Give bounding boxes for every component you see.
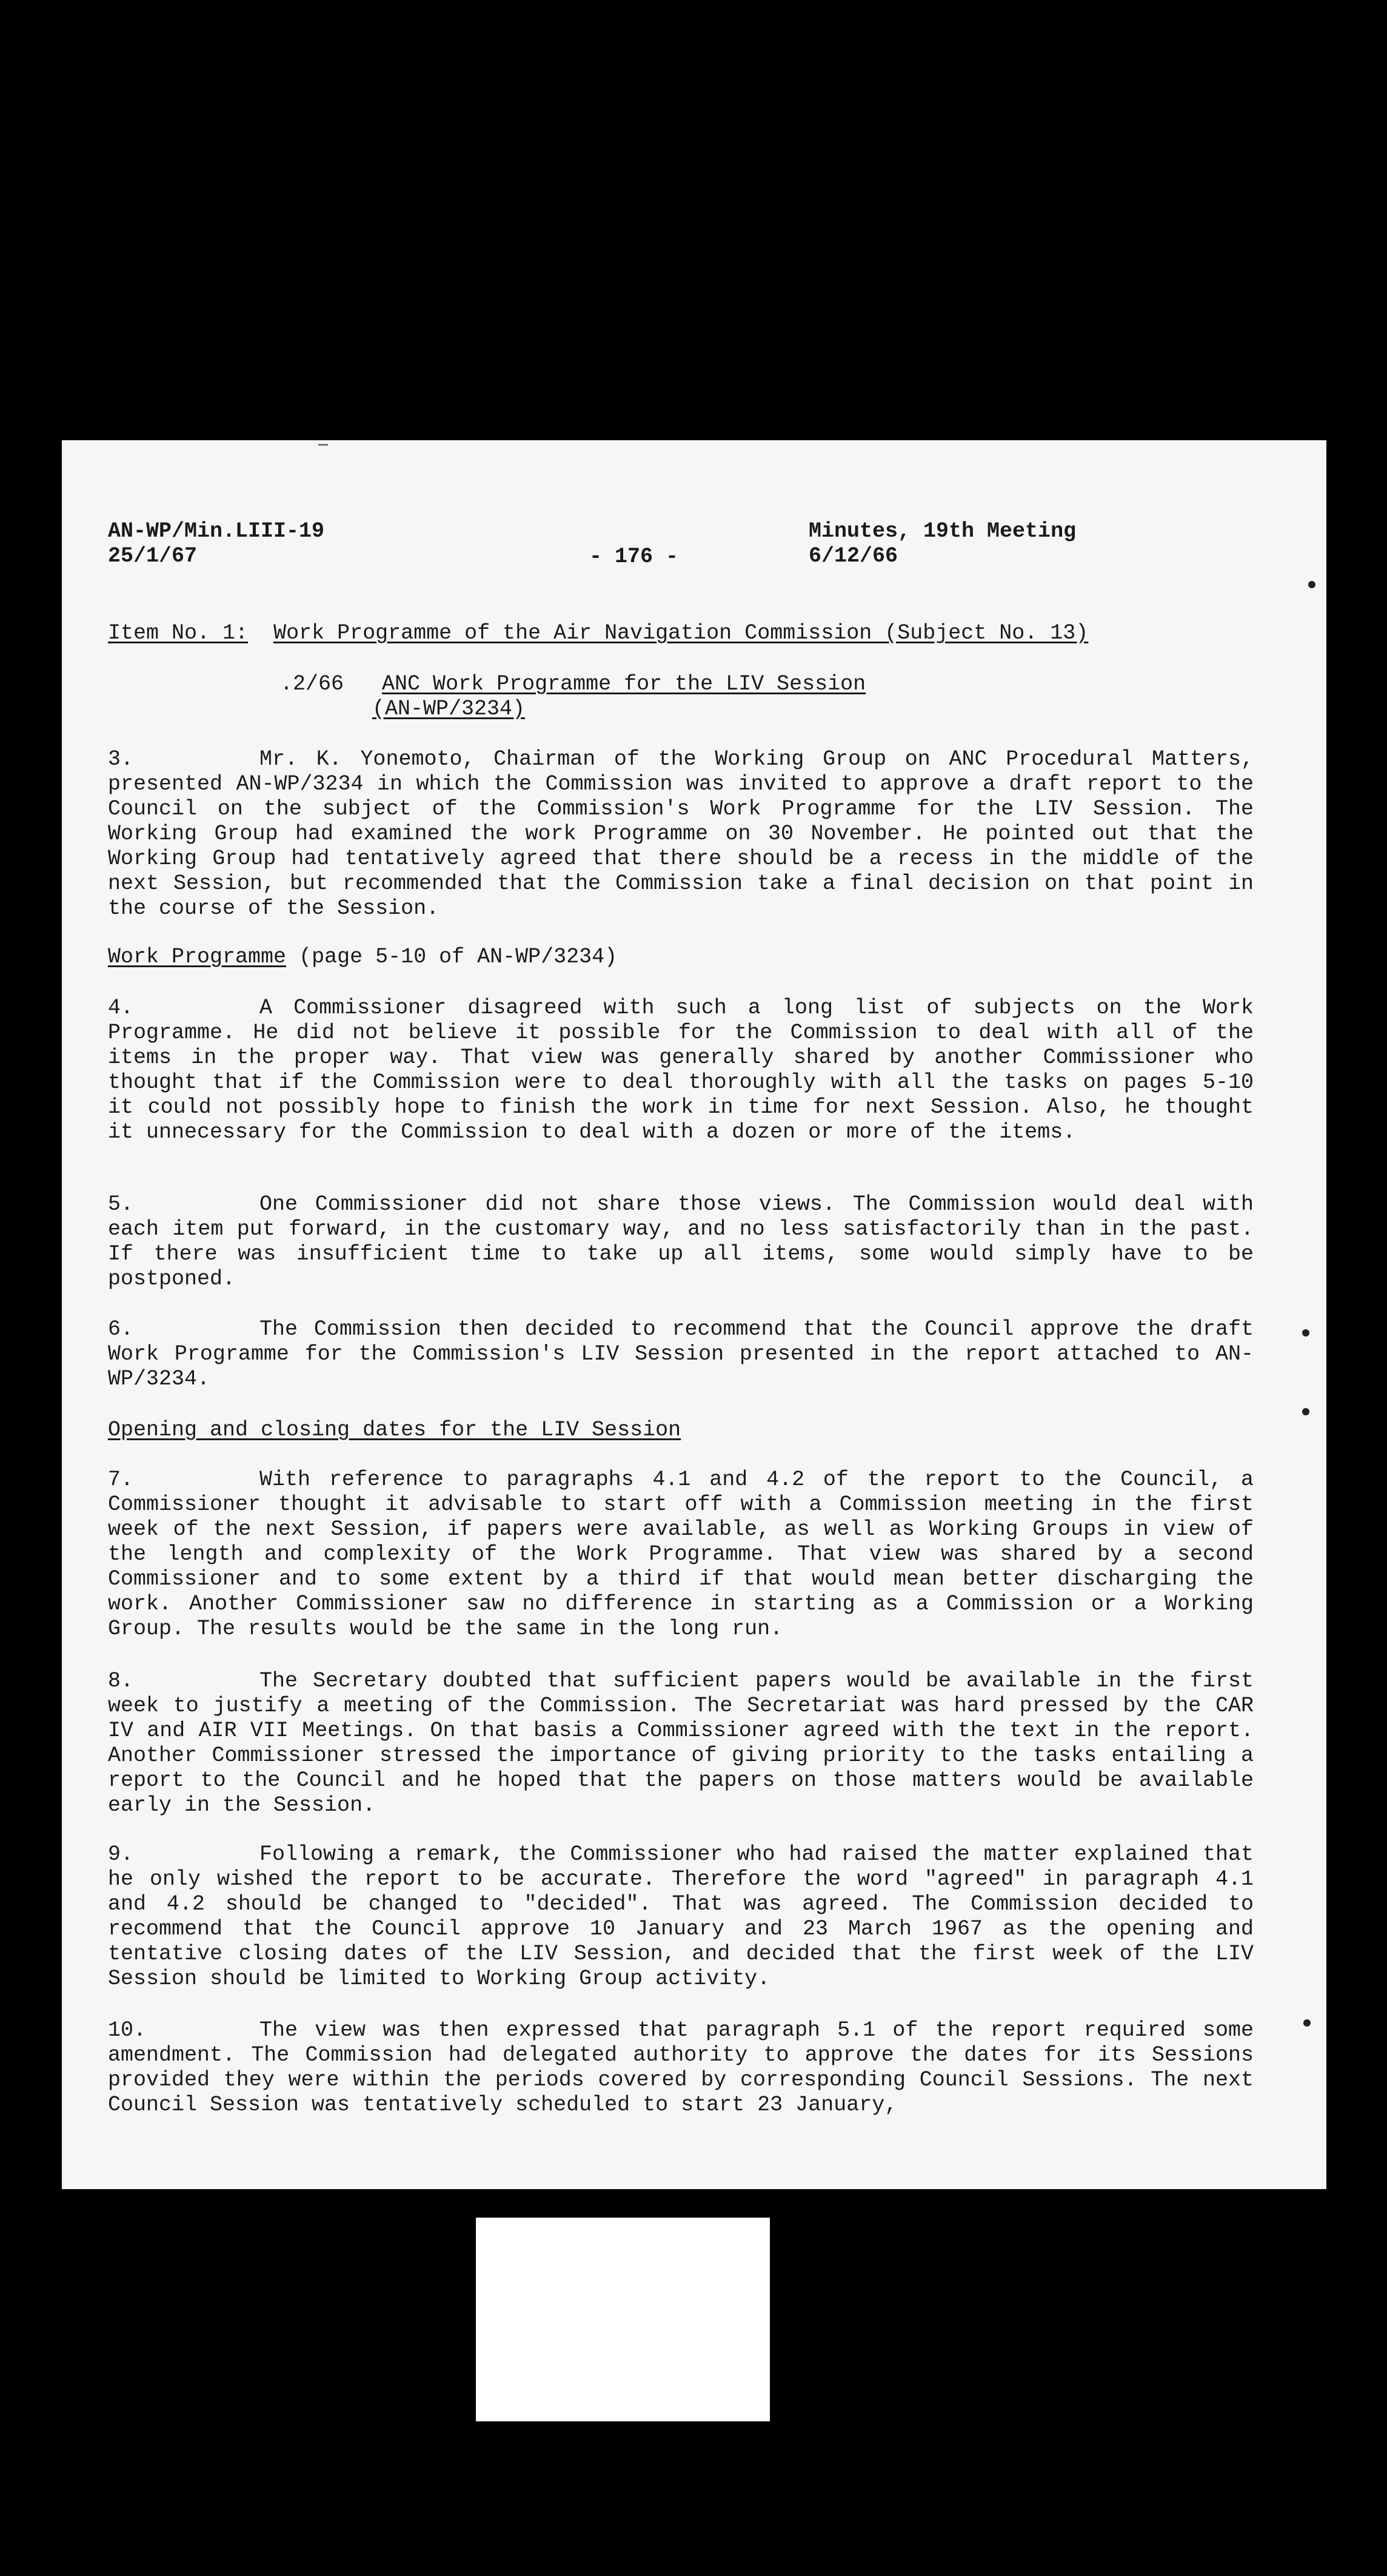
doc-date: 25/1/67 [108,544,198,568]
header-right [809,519,1076,569]
paragraph-text: The Commission then decided to recommend that the Council approve the draft Work Programme for the Commission's LIV Session presented in the report attached to AN-WP/3234. [108,1317,1254,1391]
paragraph-text: Following a remark, the Commissioner who had raised the matter explained that he only wished the report to be accurate. Therefore the word "agreed" in paragraph 4.1 and 4.2 should be changed to "decided". That was agreed. The Commission decided to recommend that the Council approve 10 January and 23 March 1967 as the opening and tentative closing dates of the LIV Session, and decided that the first week of the LIV Session should be limited to Working Group activity. [108,1842,1254,1991]
paragraph-number: 4. [108,996,134,1020]
document-page [62,440,1326,2189]
margin-punch-mark [1302,1408,1309,1415]
blank-card [476,2218,770,2421]
paragraph-text: Mr. K. Yonemoto, Chairman of the Working Group on ANC Procedural Matters, presented AN-WP/3234 in which the Commission was invited to approve a draft report to the Council on the subject of the Commission's Work Programme for the LIV Session. The Working Group had examined the work Programme on 30 November. He pointed out that the Working Group had tentatively agreed that there should be a recess in the middle of the next Session, but recommended that the Commission take a final decision on that point in the course of the Session. [108,747,1254,921]
item-title: Work Programme of the Air Navigation Commission (Subject No. 13) [273,621,1089,645]
meeting-date: 6/12/66 [809,544,898,568]
doc-reference: AN-WP/Min.LIII-19 [108,519,325,543]
section-heading-dates [108,1418,681,1443]
margin-punch-mark [1303,2019,1311,2027]
paragraph-7 [108,1467,1254,1642]
sub-item-reference: (AN-WP/3234) [372,697,526,721]
header-left [108,519,324,569]
margin-punch-mark [1302,1329,1309,1337]
paragraph-text: With reference to paragraphs 4.1 and 4.2 of the report to the Council, a Commissioner thought it advisable to start off with a Commission meeting in the first week of the next Session, if papers were available, as well as Working Groups in view of the length and complexity of the Work Programme. That view was shared by a second Commissioner and to some extent by a third if that would mean better discharging the work. Another Commissioner saw no difference in starting as a Commission or a Working Group. The results would be the same in the long run. [108,1467,1254,1641]
paragraph-text: The Secretary doubted that sufficient papers would be available in the first week to justify a meeting of the Commission. The Secretariat was hard pressed by the CAR IV and AIR VII Meetings. On that basis a Commissioner agreed with the text in the report. Another Commissioner stressed the importance of giving priority to the tasks entailing a report to the Council and he hoped that the papers on those matters would be available early in the Session. [108,1669,1254,1817]
sub-item-number: .2/66 [280,672,344,696]
page-number: - 176 - [589,545,679,569]
paragraph-number: 10. [108,2018,147,2042]
paragraph-6 [108,1317,1254,1392]
paragraph-number: 8. [108,1669,134,1693]
item-label: Item No. 1: [108,621,249,645]
margin-punch-mark [1308,581,1315,588]
paragraph-5 [108,1192,1254,1292]
paragraph-text: A Commissioner disagreed with such a long list of subjects on the Work Programme. He did not believe it possible for the Commission to deal with all of the items in the proper way. That view was generally shared by another Commissioner who thought that if the Commission were to deal thoroughly with all the tasks on pages 5-10 it could not possibly hope to finish the work in time for next Session. Also, he thought it unnecessary for the Commission to deal with a dozen or more of the items. [108,996,1254,1144]
section-heading-rest: (page 5-10 of AN-WP/3234) [286,945,618,969]
meeting-title: Minutes, 19th Meeting [809,519,1077,543]
paragraph-3 [108,747,1254,921]
paragraph-text: One Commissioner did not share those views. The Commission would deal with each item put forward, in the customary way, and no less satisfactorily than in the past. If there was insufficient time to take up all items, some would simply have to be postponed. [108,1192,1254,1291]
paragraph-number: 7. [108,1467,134,1492]
paragraph-number: 3. [108,747,134,771]
paragraph-number: 5. [108,1192,134,1216]
paragraph-4 [108,996,1254,1145]
paragraph-text: The view was then expressed that paragraph 5.1 of the report required some amendment. The Commission had delegated authority to approve the dates for its Sessions provided they were within the periods covered by corresponding Council Sessions. The next Council Session was tentatively scheduled to start 23 January, [108,2018,1254,2117]
sub-item [280,672,866,722]
item-heading [108,621,1088,646]
section-heading-label: Work Programme [108,945,287,969]
paragraph-10 [108,2018,1254,2118]
section-heading-work-programme [108,945,617,970]
paragraph-number: 9. [108,1842,134,1867]
paragraph-number: 6. [108,1317,134,1341]
scan-speck [318,444,328,446]
paragraph-8 [108,1669,1254,1818]
paragraph-9 [108,1842,1254,1991]
section-heading-label: Opening and closing dates for the LIV Session [108,1418,681,1442]
sub-item-title: ANC Work Programme for the LIV Session [382,672,866,696]
